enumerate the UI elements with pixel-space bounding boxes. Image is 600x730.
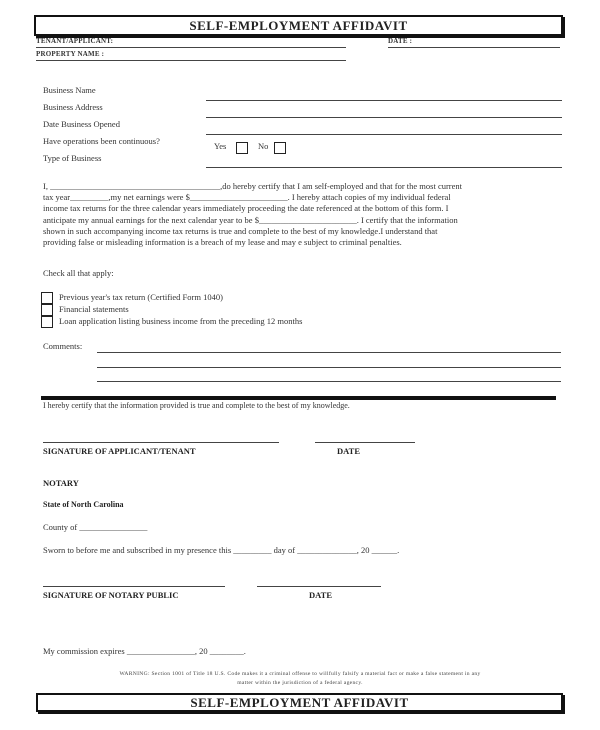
applicant-date-label: DATE: [337, 446, 360, 456]
business-name-label: Business Name: [43, 85, 96, 95]
section-divider: [41, 396, 556, 400]
tax-return-checkbox[interactable]: [41, 292, 53, 304]
business-address-label: Business Address: [43, 102, 103, 112]
certification-line: income tax returns for the three calendar years immediately proceeding the date referenced at the bottom of this form. I: [43, 203, 449, 214]
financial-statements-label: Financial statements: [59, 304, 129, 314]
notary-date-label: DATE: [309, 590, 332, 600]
certification-line: I, ________________________________________,do hereby certify that I am self-employed and that for the most current: [43, 181, 463, 191]
no-checkbox[interactable]: [274, 142, 286, 154]
financial-statements-checkbox[interactable]: [41, 304, 53, 316]
property-name-field[interactable]: [36, 60, 346, 61]
notary-sworn-statement: Sworn to before me and subscribed in my presence this _________ day of ______________, 20 ______.: [43, 545, 400, 555]
type-of-business-field[interactable]: [206, 167, 562, 168]
applicant-date-field[interactable]: [315, 442, 415, 443]
tenant-applicant-label: TENANT/APPLICANT:: [36, 37, 114, 45]
commission-expires: My commission expires ________________, 20 ________.: [43, 646, 246, 656]
notary-heading: NOTARY: [43, 478, 79, 488]
footer-title: SELF-EMPLOYMENT AFFIDAVIT: [190, 695, 409, 710]
certification-line: tax year_________,my net earnings were $_______________________. I hereby attach copies of my individual federal: [43, 192, 451, 203]
notary-state: State of North Carolina: [43, 500, 124, 509]
notary-signature-label: SIGNATURE OF NOTARY PUBLIC: [43, 590, 179, 600]
certification-line: providing false or misleading information is a breach of my lease and may e subject to criminal penalties.: [43, 237, 402, 248]
warning-text: [40, 670, 560, 688]
date-label: DATE :: [388, 37, 413, 45]
business-name-field[interactable]: [206, 100, 562, 101]
operations-continuous-label: Have operations been continuous?: [43, 136, 160, 146]
title-banner: [34, 15, 563, 36]
certification-paragraph: [43, 181, 563, 248]
yes-checkbox[interactable]: [236, 142, 248, 154]
business-address-field[interactable]: [206, 117, 562, 118]
date-field[interactable]: [388, 47, 560, 48]
page-title: SELF-EMPLOYMENT AFFIDAVIT: [189, 18, 408, 33]
comments-line-2[interactable]: [97, 367, 561, 368]
comments-label: Comments:: [43, 341, 83, 351]
loan-application-label: Loan application listing business income from the preceding 12 months: [59, 316, 303, 326]
comments-line-3[interactable]: [97, 381, 561, 382]
property-name-label: PROPERTY NAME :: [36, 50, 105, 58]
type-of-business-label: Type of Business: [43, 153, 102, 163]
check-all-heading: Check all that apply:: [43, 268, 114, 278]
comments-line-1[interactable]: [97, 352, 561, 353]
warning-line-1: WARNING: Section 1001 of Title 18 U.S. Code makes it a criminal offense to willfully falsify a material fact or make a false statement in any: [119, 671, 481, 677]
notary-county: County of ________________: [43, 522, 148, 532]
applicant-signature-field[interactable]: [43, 442, 279, 443]
yes-label: Yes: [214, 141, 227, 151]
notary-signature-field[interactable]: [43, 586, 225, 587]
attestation-text: I hereby certify that the information provided is true and complete to the best of my knowledge.: [43, 401, 350, 410]
certification-line: anticipate my annual earnings for the next calendar year to be $_______________________. I certify that the information: [43, 214, 458, 225]
notary-date-field[interactable]: [257, 586, 381, 587]
date-business-opened-field[interactable]: [206, 134, 562, 135]
tax-return-label: Previous year's tax return (Certified Form 1040): [59, 292, 223, 302]
warning-line-2: matter within the jurisdiction of a federal agency.: [237, 680, 363, 686]
loan-application-checkbox[interactable]: [41, 316, 53, 328]
date-business-opened-label: Date Business Opened: [43, 119, 120, 129]
footer-title-banner: [36, 693, 563, 712]
tenant-applicant-field[interactable]: [36, 47, 346, 48]
applicant-signature-label: SIGNATURE OF APPLICANT/TENANT: [43, 446, 196, 456]
no-label: No: [258, 141, 269, 151]
certification-line: shown in such accompanying income tax returns is true and complete to the best of my knowledge.I understand that: [43, 225, 438, 236]
